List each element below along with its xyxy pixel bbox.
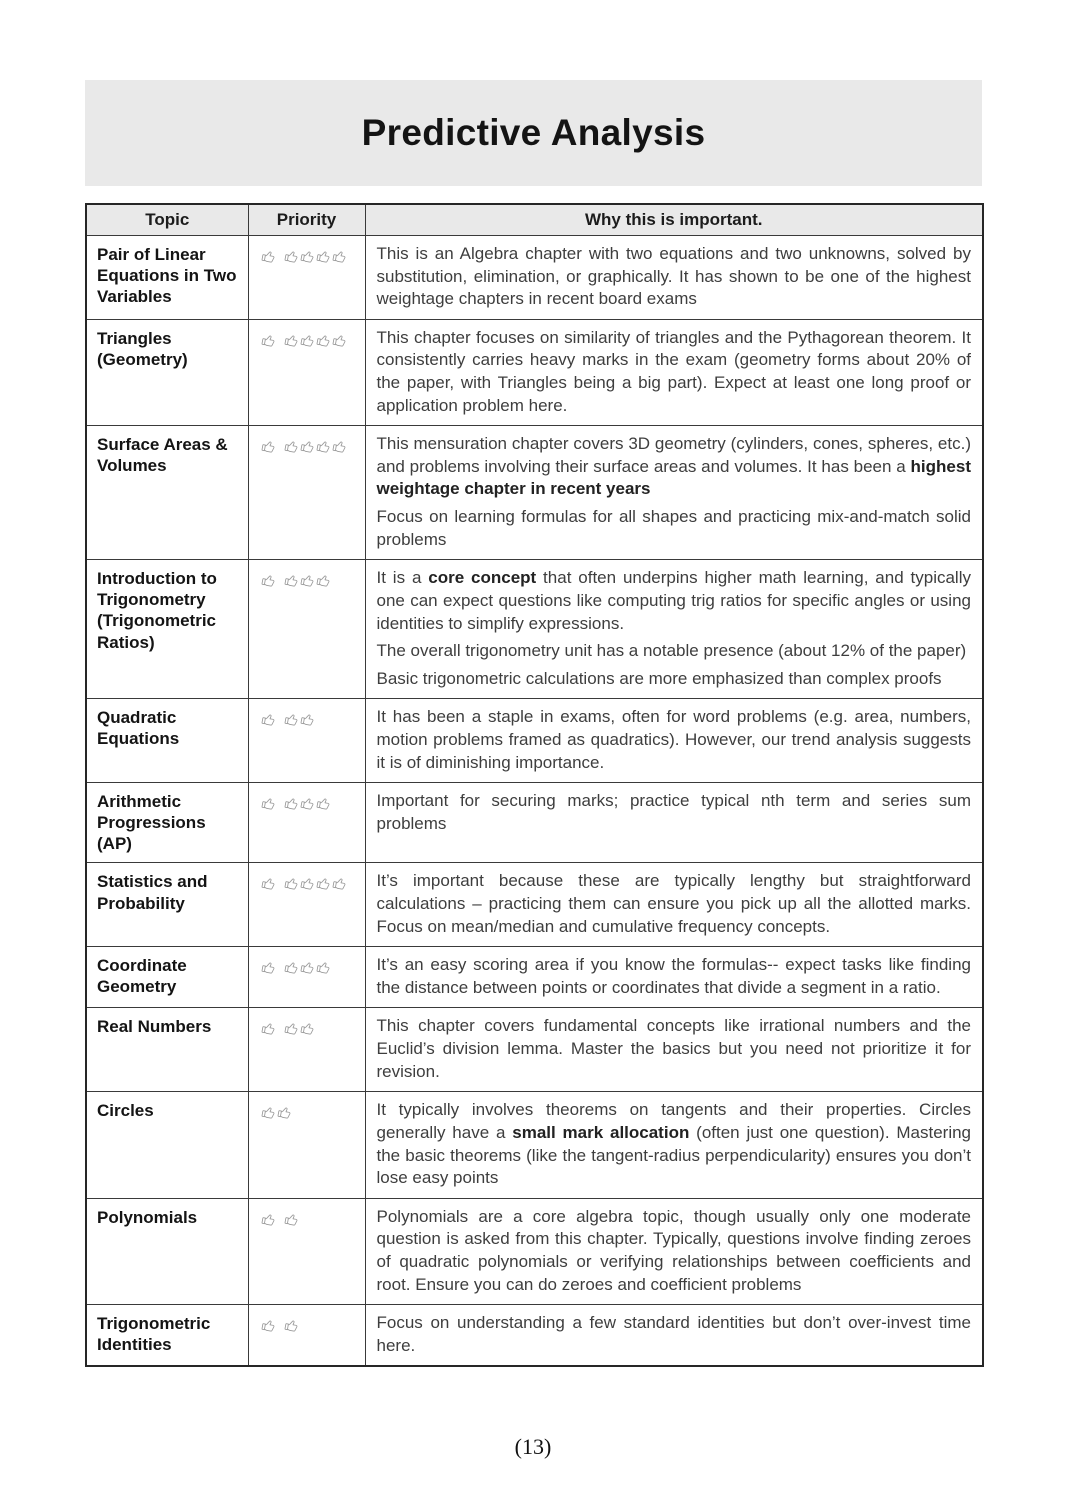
thumbs-up-icon <box>282 875 299 892</box>
why-paragraph: Polynomials are a core algebra topic, though usually only one moderate question is asked from this chapter. Typically, questions involve finding zeroes of quadratic polynomials or verifying relationships between coefficients and root. Ensure you can do zeroes and coefficient problems <box>376 1206 971 1294</box>
priority-thumb-group <box>261 712 277 732</box>
col-header-priority: Priority <box>248 204 365 236</box>
thumbs-up-icon <box>314 959 331 976</box>
priority-thumb-group <box>284 1021 316 1041</box>
thumbs-up-icon <box>282 1317 299 1334</box>
thumbs-up-icon <box>314 795 331 812</box>
priority-thumb-group <box>261 796 277 816</box>
table-row <box>86 1305 983 1367</box>
col-header-topic: Topic <box>86 204 248 236</box>
table-row <box>86 863 983 947</box>
thumbs-up-icon <box>259 1211 276 1228</box>
priority-thumb-group <box>284 876 348 896</box>
priority-thumb-group <box>261 1318 277 1338</box>
priority-thumb-group <box>261 573 277 593</box>
thumbs-up-icon <box>259 1020 276 1037</box>
topic-cell: Triangles (Geometry) <box>86 319 248 425</box>
table-row <box>86 1008 983 1092</box>
table-row <box>86 699 983 783</box>
thumbs-up-icon <box>298 875 315 892</box>
table-row <box>86 947 983 1008</box>
why-cell <box>365 863 983 947</box>
thumbs-up-icon <box>330 248 347 265</box>
page-title-band <box>85 80 982 186</box>
why-cell <box>365 1008 983 1092</box>
table-header <box>86 204 983 236</box>
thumbs-up-icon <box>314 572 331 589</box>
thumbs-up-icon <box>314 438 331 455</box>
priority-cell <box>248 783 365 863</box>
priority-thumb-group <box>284 249 348 269</box>
priority-thumb-group <box>284 960 332 980</box>
priority-thumb-group <box>284 333 348 353</box>
priority-thumb-group <box>261 333 277 353</box>
thumbs-up-icon <box>282 332 299 349</box>
priority-thumb-group <box>261 439 277 459</box>
why-cell <box>365 1092 983 1198</box>
priority-thumb-group <box>284 1318 300 1338</box>
priority-thumb-group <box>261 1105 293 1125</box>
topic-cell: Pair of Linear Equations in Two Variables <box>86 236 248 320</box>
why-paragraph: It’s important because these are typically lengthy but straightforward calculations – practicing them can ensure you pick up all the allotted marks. Focus on mean/median and cumulative frequency concepts. <box>376 871 971 936</box>
priority-cell <box>248 699 365 783</box>
why-paragraph: It’s an easy scoring area if you know the formulas-- expect tasks like finding the distance between points or coordinates that divide a segment in a ratio. <box>376 955 971 997</box>
why-paragraph: Focus on learning formulas for all shapes and practicing mix-and-match solid problems <box>376 507 971 549</box>
thumbs-up-icon <box>298 332 315 349</box>
thumbs-up-icon <box>298 1020 315 1037</box>
priority-cell <box>248 236 365 320</box>
thumbs-up-icon <box>259 438 276 455</box>
table-row <box>86 1092 983 1198</box>
thumbs-up-icon <box>259 711 276 728</box>
priority-thumb-group <box>284 796 332 816</box>
priority-thumb-group <box>261 960 277 980</box>
topic-cell: Real Numbers <box>86 1008 248 1092</box>
thumbs-up-icon <box>330 332 347 349</box>
thumbs-up-icon <box>314 875 331 892</box>
priority-thumb-group <box>284 1212 300 1232</box>
thumbs-up-icon <box>282 438 299 455</box>
why-cell <box>365 1305 983 1367</box>
topic-cell: Quadratic Equations <box>86 699 248 783</box>
why-cell <box>365 560 983 699</box>
priority-cell <box>248 319 365 425</box>
table-row <box>86 783 983 863</box>
thumbs-up-icon <box>259 572 276 589</box>
why-paragraph: This is an Algebra chapter with two equations and two unknowns, solved by substitution, elimination, or graphically. It has shown to be one of the highest weightage chapters in recent board exams <box>376 244 971 309</box>
why-paragraph: Basic trigonometric calculations are more emphasized than complex proofs <box>376 668 942 688</box>
priority-cell <box>248 1008 365 1092</box>
why-paragraph: This chapter covers fundamental concepts like irrational numbers and the Euclid’s division lemma. Master the basics but you need not prioritize it for revision. <box>376 1016 971 1081</box>
why-paragraph: It has been a staple in exams, often for word problems (e.g. area, numbers, motion problems framed as quadratics). However, our trend analysis suggests it is of diminishing importance. <box>376 707 971 772</box>
why-paragraph: Important for securing marks; practice typical nth term and series sum problems <box>376 791 971 833</box>
why-paragraph: It is a core concept that often underpins higher math learning, and typically one can expect questions like computing trig ratios for specific angles or using identities to simplify expressions. <box>376 568 971 633</box>
thumbs-up-icon <box>259 795 276 812</box>
why-cell <box>365 1198 983 1304</box>
priority-thumb-group <box>284 573 332 593</box>
priority-thumb-group <box>261 1212 277 1232</box>
page-number: (13) <box>514 1434 552 1459</box>
topic-cell: Surface Areas & Volumes <box>86 426 248 560</box>
thumbs-up-icon <box>298 438 315 455</box>
topic-cell: Introduction to Trigonometry (Trigonometric Ratios) <box>86 560 248 699</box>
priority-cell <box>248 426 365 560</box>
priority-thumb-group <box>284 439 348 459</box>
thumbs-up-icon <box>282 711 299 728</box>
thumbs-up-icon <box>282 959 299 976</box>
why-cell <box>365 236 983 320</box>
topic-cell: Circles <box>86 1092 248 1198</box>
thumbs-up-icon <box>282 1020 299 1037</box>
table-row <box>86 426 983 560</box>
col-header-why: Why this is important. <box>365 204 983 236</box>
priority-thumb-group <box>261 249 277 269</box>
thumbs-up-icon <box>330 875 347 892</box>
thumbs-up-icon <box>259 332 276 349</box>
priority-cell <box>248 863 365 947</box>
thumbs-up-icon <box>282 795 299 812</box>
thumbs-up-icon <box>330 438 347 455</box>
why-paragraph: It typically involves theorems on tangents and their properties. Circles generally have a small mark allocation (often just one question). Mastering the basic theorems (like the tangent-radius perpendicularity) ensures you don’t lose easy points <box>376 1100 971 1188</box>
table-body <box>86 236 983 1367</box>
topic-cell: Trigonometric Identities <box>86 1305 248 1367</box>
thumbs-up-icon <box>298 572 315 589</box>
why-paragraph: This chapter focuses on similarity of triangles and the Pythagorean theorem. It consistently carries heavy marks in the exam (geometry forms about 20% of the paper, with Triangles being a big part). Expect at least one long proof or application problem here. <box>376 327 971 415</box>
priority-cell <box>248 947 365 1008</box>
thumbs-up-icon <box>259 959 276 976</box>
topic-cell: Arithmetic Progressions (AP) <box>86 783 248 863</box>
why-paragraph: The overall trigonometry unit has a notable presence (about 12% of the paper) <box>376 641 967 661</box>
priority-thumb-group <box>261 1021 277 1041</box>
priority-cell <box>248 1092 365 1198</box>
why-cell <box>365 699 983 783</box>
table-row <box>86 319 983 425</box>
priority-thumb-group <box>261 876 277 896</box>
topic-cell: Polynomials <box>86 1198 248 1304</box>
priority-cell <box>248 560 365 699</box>
thumbs-up-icon <box>282 1211 299 1228</box>
thumbs-up-icon <box>298 959 315 976</box>
thumbs-up-icon <box>298 711 315 728</box>
priority-cell <box>248 1305 365 1367</box>
thumbs-up-icon <box>282 572 299 589</box>
why-cell <box>365 426 983 560</box>
table-row <box>86 1198 983 1304</box>
thumbs-up-icon <box>259 1317 276 1334</box>
thumbs-up-icon <box>298 795 315 812</box>
priority-cell <box>248 1198 365 1304</box>
table-row <box>86 560 983 699</box>
thumbs-up-icon <box>259 248 276 265</box>
thumbs-up-icon <box>282 248 299 265</box>
topic-cell: Statistics and Probability <box>86 863 248 947</box>
thumbs-up-icon <box>314 332 331 349</box>
why-cell <box>365 319 983 425</box>
thumbs-up-icon <box>314 248 331 265</box>
priority-thumb-group <box>284 712 316 732</box>
why-cell <box>365 783 983 863</box>
thumbs-up-icon <box>259 1104 276 1121</box>
thumbs-up-icon <box>259 875 276 892</box>
thumbs-up-icon <box>275 1104 292 1121</box>
predictive-analysis-table <box>85 203 984 1367</box>
topic-cell: Coordinate Geometry <box>86 947 248 1008</box>
thumbs-up-icon <box>298 248 315 265</box>
table-header-row <box>86 204 983 236</box>
why-paragraph: This mensuration chapter covers 3D geometry (cylinders, cones, spheres, etc.) and problems involving their surface areas and volumes. It has been a highest weightage chapter in recent years <box>376 434 971 499</box>
why-paragraph: Focus on understanding a few standard identities but don’t over-invest time here. <box>376 1313 971 1355</box>
table-row <box>86 236 983 320</box>
why-cell <box>365 947 983 1008</box>
page-title: Predictive Analysis <box>361 112 706 153</box>
